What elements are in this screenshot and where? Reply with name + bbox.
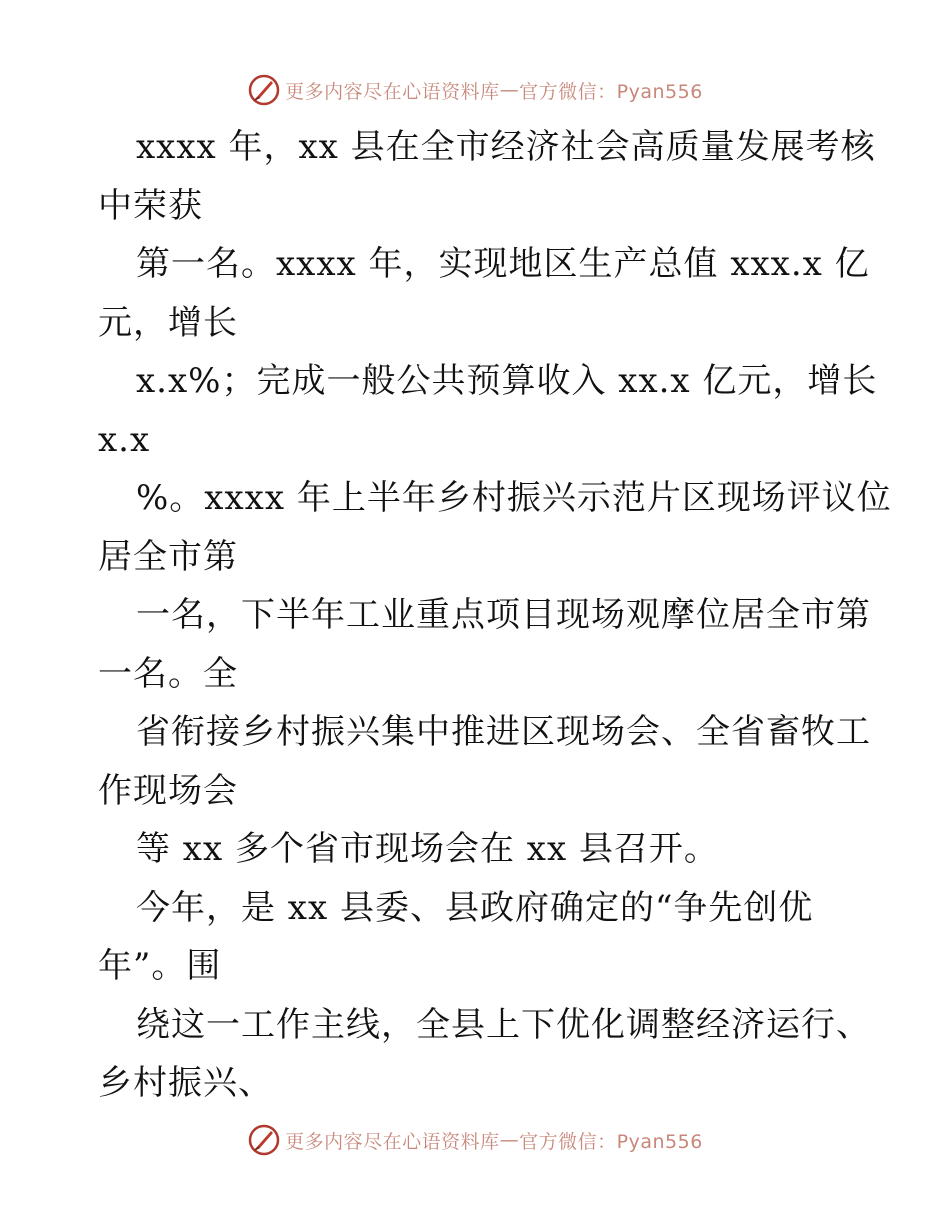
text-line: 中荣获	[98, 185, 203, 226]
quill-logo-icon	[247, 73, 281, 107]
watermark-separator: —	[499, 79, 520, 101]
watermark-brand: 更多内容尽在心语资料库	[285, 1130, 500, 1153]
text-line: 今年，是 xx 县委、县政府确定的“争先创优	[136, 887, 814, 928]
text-line: 一名。全	[98, 653, 238, 694]
text-line: 一名，下半年工业重点项目现场观摩位居全市第	[136, 595, 871, 635]
text-line: 年”。围	[98, 946, 222, 986]
text-line: %。xxxx 年上半年乡村振兴示范片区现场评议位	[136, 478, 892, 518]
text-line: 乡村振兴、	[98, 1063, 273, 1103]
watermark-brand: 更多内容尽在心语资料库	[285, 80, 500, 103]
text-line: xxxx 年，xx 县在全市经济社会高质量发展考核	[136, 127, 876, 167]
text-line: 第一名。xxxx 年，实现地区生产总值 xxx.x 亿	[136, 244, 870, 284]
text-line: 绕这一工作主线，全县上下优化调整经济运行、	[136, 1004, 871, 1045]
footer-watermark	[0, 1120, 950, 1160]
text-line: 居全市第	[98, 536, 238, 577]
document-body	[98, 118, 892, 1113]
text-line: x.x%；完成一般公共预算收入 xx.x 亿元，增长	[136, 361, 878, 401]
header-watermark	[0, 70, 950, 110]
text-line: 省衔接乡村振兴集中推进区现场会、全省畜牧工	[136, 712, 871, 752]
text-line: 元，增长	[98, 302, 238, 343]
watermark-separator: —	[499, 1129, 520, 1151]
text-line: 作现场会	[98, 770, 238, 811]
watermark-contact: 官方微信：Pyan556	[519, 1130, 703, 1153]
text-line: x.x	[98, 419, 151, 460]
watermark-contact: 官方微信：Pyan556	[519, 80, 703, 103]
quill-logo-icon	[247, 1123, 281, 1157]
text-line: 等 xx 多个省市现场会在 xx 县召开。	[136, 829, 719, 869]
